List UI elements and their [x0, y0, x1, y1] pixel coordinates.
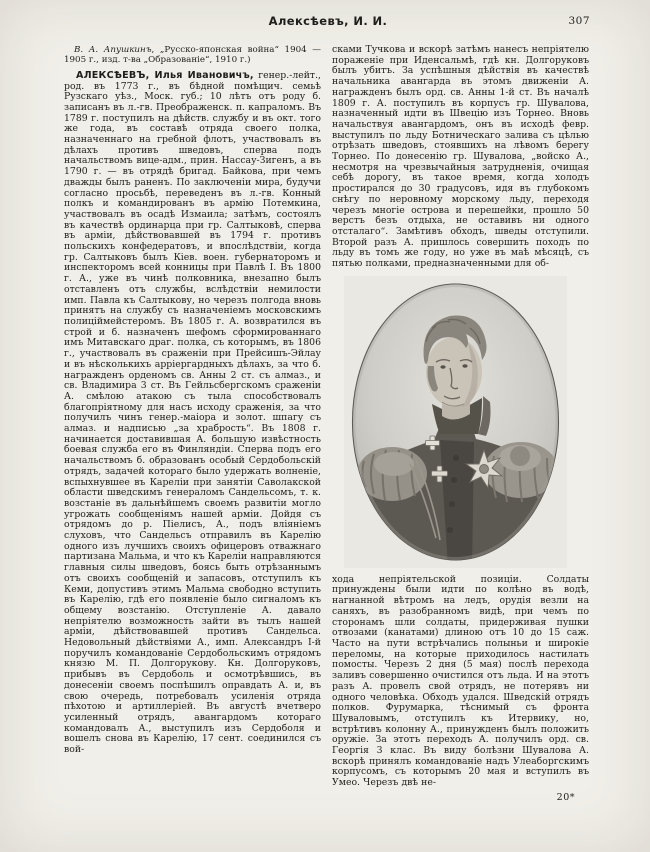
page-number: 307 — [568, 15, 590, 27]
two-column-text-block — [64, 42, 589, 852]
text-below-portrait: хода непріятельской позиціи. Солдаты принуждены были идти по колѣно въ водѣ, нагнанной вѣтромъ на ледъ, орудія везли на саняхъ, въ разобранномъ видѣ, при чемъ по сторонамъ шли солдаты, придерживая пушки отвозами (канатами) длиною отъ 10 до 15 саж. Часто на пути встрѣчались полыньи и широкіе переломы, на которые приходилось настилать помосты. Черезъ 2 дня (5 мая) послѣ перехода заливъ совершенно очистился отъ льда. И на этотъ разъ А. провелъ свой отрядъ, не потерявъ ни одного человѣка. Обходъ удался. Шведскій отрядъ полков. Фурумарка, тѣснимый съ фронта Шуваловымъ, отступилъ къ Итервику, но, встрѣтивъ колонну А., принужденъ былъ положить оружіе. За этотъ переходъ А. получилъ орд. св. Георгія 3 клас. Въ виду болѣзни Шувалова А. вскорѣ принялъ командованіе надъ Улеаборгскимъ корпусомъ, съ которымъ 20 мая и вступилъ въ Умео. Черезъ двѣ не- — [332, 573, 589, 789]
citation-author: В. А. Апушкинъ — [74, 45, 152, 55]
entry-headword: АЛЕКСѢЕВЪ, Илья Ивановичъ, — [76, 69, 254, 81]
right-column — [332, 42, 589, 852]
bibliography-citation — [64, 45, 321, 66]
page-title: Алексѣевъ, И. И. — [268, 14, 388, 28]
entry-body-text: генер.-лейт., род. въ 1773 г., въ бѣдной помѣщич. семьѣ Рузскаго уѣз., Моск. губ.; 10 лѣтъ отъ роду б. записанъ въ л.-гв. Преображенск. п. капраломъ. Въ 1789 г. поступилъ на дѣйств. службу и въ окт. того же года, въ составѣ отряда своего полка, назначеннаго на гребной флотъ, участвовалъ въ дѣлахъ противъ шведовъ, сперва подъ начальствомъ вице-адм., прин. Нассау-Зигенъ, а въ 1790 г. — въ отрядѣ бригад. Байкова, при чемъ дважды былъ раненъ. По заключеніи мира, будучи согласно просьбѣ, переведенъ въ л.-гв. Конный полкъ и командированъ въ армію Потемкина, участвовалъ въ осадѣ Измаила; затѣмъ, состоялъ въ качествѣ ординарца при гр. Салтыковѣ, сперва въ арміи, дѣйствовавшей въ 1794 г. противъ польскихъ конфедератовъ, и впослѣдствіи, когда гр. Салтыковъ былъ Кіев. воен. губернаторомъ и инспекторомъ всей конницы при Павлѣ I. Въ 1800 г. А., уже въ чинѣ полковника, внезапно былъ отставленъ отъ службы, вслѣдствіи немилости имп. Павла къ Салтыкову, но черезъ полгода вновь принятъ на службу съ назначеніемъ московскимъ полиціймейстеромъ. Въ 1805 г. А. возвратился въ строй и б. назначенъ шефомъ сформированнаго имъ Митавскаго драг. полка, съ которымъ, въ 1806 г., участвовалъ въ сраженіи при Прейсишъ-Эйлау и въ нѣсколькихъ арріергардныхъ дѣлахъ, за что б. награжденъ орденомъ св. Анны 2 ст. съ алмаз., и св. Владимира 3 ст. Въ Гейльсбергскомъ сраженіи А. смѣлою атакою съ тыла способствовалъ благопріятному для насъ исходу сраженія, за что получилъ чинъ генер.-маіора и золот. шпагу съ алмаз. и надписью „за храбрость“. Въ 1808 г. начинается доставившая А. большую извѣстность боевая служба его въ Финляндіи. Сперва подъ его начальствомъ б. образованъ особый Сердобольскій отрядъ, задачей котораго было удержать волненіе, вспыхнувшее въ Кареліи при занятіи Саволакской области шведскимъ генераломъ Сандельсомъ, т. к. возстаніе въ дальнѣйшемъ своемъ развитіи могло угрожать сообщеніямъ нашей арміи. Дойдя съ отрядомъ до р. Піелисъ, А., подъ вліяніемъ слуховъ, что Сандельсъ отправилъ въ Карелію одного изъ лучшихъ своихъ офицеровъ отважнаго партизана Мальма, и что къ Кареліи направляются главныя силы шведовъ, боясь быть отрѣзаннымъ отъ своихъ сообщеній и запасовъ, отступилъ къ Кеми, допустивъ этимъ Мальма свободно вступить въ Карелію, гдѣ его появленіе было сигналомъ къ общему возстанію. Отступленіе А. давало непріятелю возможность зайти въ тылъ нашей арміи, дѣйствовавшей противъ Сандельса. Недовольный дѣйствіями А., имп. Александръ I-й поручилъ командованіе Сердобольскимъ отрядомъ князю М. П. Долгорукову. Кн. Долгоруковъ, прибывъ въ Сердоболь и осмотрѣвшись, въ донесеніи своемъ поспѣшилъ оправдать А. и, въ свою очередь, потребовалъ усиленія отряда пѣхотою и артиллеріей. Въ августѣ вчетверо усиленный отрядъ, авангардомъ котораго командовалъ А., выступилъ изъ Сердоболя и вошелъ снова въ Карелію, 17 сент. соединился съ вой- — [64, 69, 321, 756]
citation-text: , „Русско-японская война“ 1904 — 1905 г., изд. т-ва „Образованіе“, 1910 г.) — [64, 45, 321, 66]
text-above-portrait: сками Тучкова и вскорѣ затѣмъ нанесъ непріятелю пораженіе при Иденсальмѣ, гдѣ кн. Долгоруковъ былъ убитъ. За успѣшныя дѣйствія въ качествѣ начальника авангарда въ этомъ движеніи А. награжденъ былъ орд. св. Анны 1-й ст. Въ началѣ 1809 г. А. поступилъ въ корпусъ гр. Шувалова, назначенный идти въ Швецію изъ Торнео. Вновь начальствуя авангардомъ, онъ въ исходѣ февр. выступилъ по льду Ботническаго залива съ цѣлью отрѣзать шведовъ, стоявшихъ на лѣвомъ берегу Торнео. По донесенію гр. Шувалова, „войско А., несмотря на чрезвычайныя затрудненія, очищая себѣ дорогу, въ такое время, когда холодъ простирался до 30 градусовъ, идя въ глубокомъ снѣгу по неровному морскому льду, переходя черезъ многіе острова и перешейки, прошло 50 верстъ безъ отдыха, не оставивъ ни одного отсталаго“. Замѣтивъ обходъ, шведы отступили. Второй разъ А. пришлось совершить походъ по льду въ томъ же году, но уже въ маѣ мѣсяцѣ, съ пятью полками, предназначенными для об- — [332, 44, 589, 270]
entry-paragraph — [64, 71, 321, 756]
portrait-engraving — [344, 276, 567, 568]
portrait-oval-image — [344, 276, 567, 568]
running-head — [64, 14, 592, 30]
left-column — [64, 42, 321, 852]
signature-mark: 20* — [556, 791, 575, 803]
